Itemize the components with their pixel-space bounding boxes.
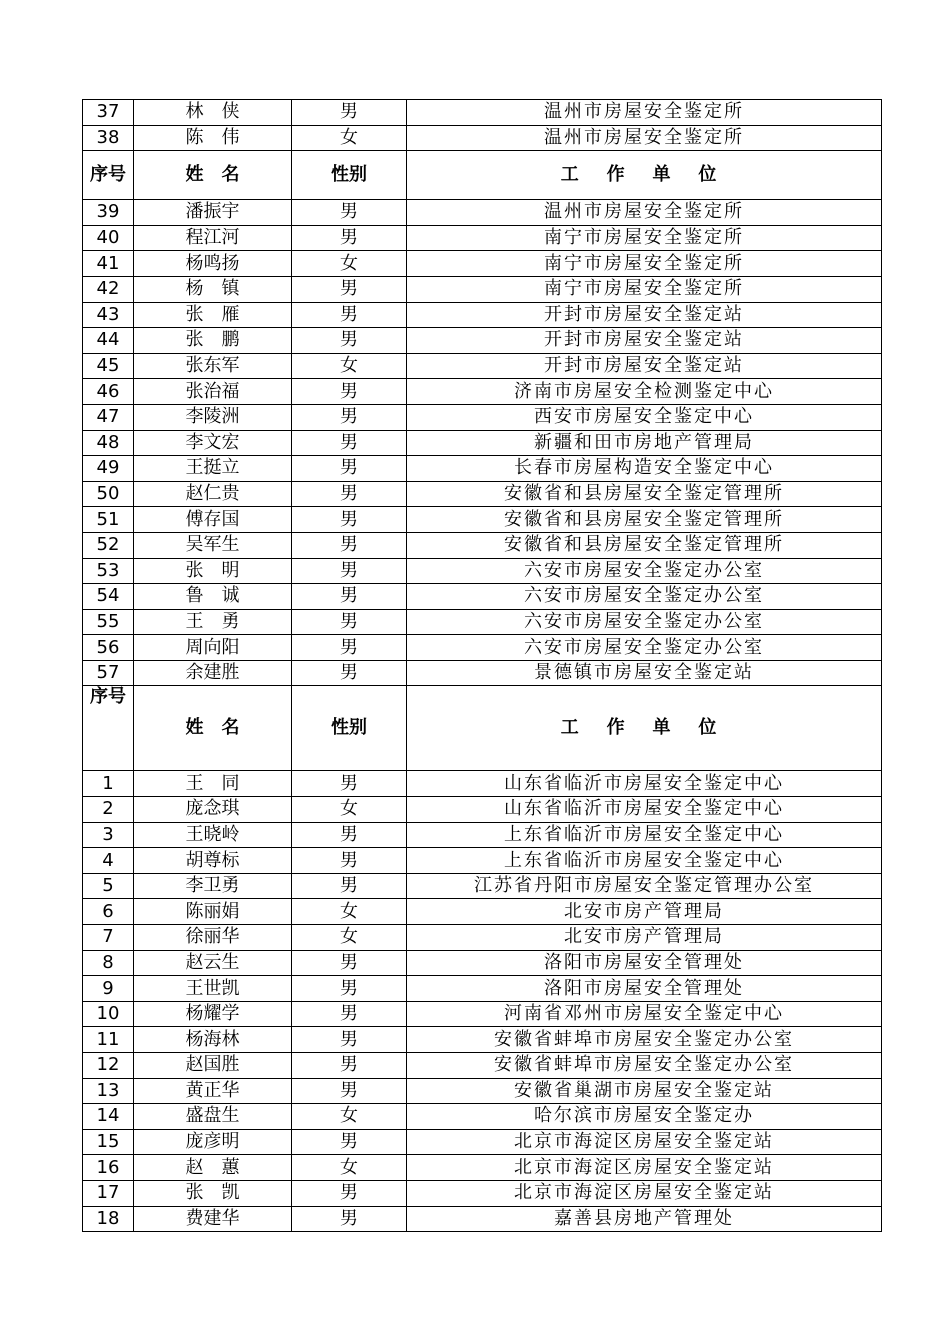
table-row [83, 1129, 882, 1155]
table-row [83, 1078, 882, 1104]
gender-cell: 男 [292, 1001, 407, 1027]
gender-cell: 男 [292, 430, 407, 456]
name-cell: 张治福 [134, 379, 292, 405]
work-unit-cell: 开封市房屋安全鉴定站 [407, 353, 882, 379]
name-cell: 赵国胜 [134, 1053, 292, 1079]
work-unit-cell: 六安市房屋安全鉴定办公室 [407, 609, 882, 635]
name-cell: 张 明 [134, 558, 292, 584]
name-cell: 庞彦明 [134, 1129, 292, 1155]
table-row [83, 1180, 882, 1206]
serial-number-cell: 45 [83, 353, 134, 379]
table-row [83, 507, 882, 533]
work-unit-cell: 南宁市房屋安全鉴定所 [407, 225, 882, 251]
name-cell: 徐丽华 [134, 925, 292, 951]
serial-number-cell: 9 [83, 976, 134, 1002]
personnel-table-body [83, 100, 882, 1232]
name-cell: 杨鸣扬 [134, 251, 292, 277]
table-row [83, 302, 882, 328]
gender-cell: 女 [292, 925, 407, 951]
name-cell: 王晓岭 [134, 822, 292, 848]
name-cell: 杨耀学 [134, 1001, 292, 1027]
gender-cell: 女 [292, 1104, 407, 1130]
serial-number-cell: 7 [83, 925, 134, 951]
table-row [83, 558, 882, 584]
table-row [83, 100, 882, 126]
gender-cell: 男 [292, 609, 407, 635]
gender-cell: 男 [292, 328, 407, 354]
table-row [83, 899, 882, 925]
gender-cell: 男 [292, 276, 407, 302]
name-cell: 李卫勇 [134, 873, 292, 899]
name-cell: 赵云生 [134, 950, 292, 976]
serial-number-cell: 1 [83, 771, 134, 797]
work-unit-cell: 南宁市房屋安全鉴定所 [407, 251, 882, 277]
work-unit-cell: 安徽省蚌埠市房屋安全鉴定办公室 [407, 1027, 882, 1053]
gender-cell: 男 [292, 558, 407, 584]
name-cell: 费建华 [134, 1206, 292, 1232]
serial-number-cell: 40 [83, 225, 134, 251]
table-row [83, 1206, 882, 1232]
work-unit-cell: 景德镇市房屋安全鉴定站 [407, 660, 882, 686]
table-row [83, 276, 882, 302]
name-cell: 林 侠 [134, 100, 292, 126]
gender-cell: 男 [292, 584, 407, 610]
gender-cell: 男 [292, 100, 407, 126]
table-row [83, 873, 882, 899]
table-row [83, 822, 882, 848]
serial-number-cell: 11 [83, 1027, 134, 1053]
gender-cell: 男 [292, 873, 407, 899]
serial-number-cell: 8 [83, 950, 134, 976]
name-cell: 王世凯 [134, 976, 292, 1002]
table-header-row [83, 151, 882, 200]
table-row [83, 328, 882, 354]
gender-cell: 男 [292, 379, 407, 405]
header-work-unit: 工 作 单 位 [407, 686, 882, 771]
gender-cell: 男 [292, 1053, 407, 1079]
name-cell: 庞念琪 [134, 797, 292, 823]
work-unit-cell: 西安市房屋安全鉴定中心 [407, 404, 882, 430]
name-cell: 王 同 [134, 771, 292, 797]
work-unit-cell: 山东省临沂市房屋安全鉴定中心 [407, 771, 882, 797]
header-name: 姓 名 [134, 686, 292, 771]
table-row [83, 200, 882, 226]
work-unit-cell: 温州市房屋安全鉴定所 [407, 100, 882, 126]
name-cell: 张 雁 [134, 302, 292, 328]
serial-number-cell: 10 [83, 1001, 134, 1027]
serial-number-cell: 55 [83, 609, 134, 635]
name-cell: 鲁 诚 [134, 584, 292, 610]
serial-number-cell: 12 [83, 1053, 134, 1079]
serial-number-cell: 18 [83, 1206, 134, 1232]
name-cell: 吴军生 [134, 532, 292, 558]
serial-number-cell: 2 [83, 797, 134, 823]
header-serial-number: 序号 [83, 686, 134, 771]
table-row [83, 848, 882, 874]
serial-number-cell: 56 [83, 635, 134, 661]
name-cell: 张 鹏 [134, 328, 292, 354]
serial-number-cell: 52 [83, 532, 134, 558]
serial-number-cell: 44 [83, 328, 134, 354]
table-row [83, 950, 882, 976]
gender-cell: 女 [292, 125, 407, 151]
work-unit-cell: 北安市房产管理局 [407, 925, 882, 951]
gender-cell: 男 [292, 660, 407, 686]
work-unit-cell: 北京市海淀区房屋安全鉴定站 [407, 1129, 882, 1155]
gender-cell: 男 [292, 1180, 407, 1206]
table-row [83, 225, 882, 251]
name-cell: 胡尊标 [134, 848, 292, 874]
work-unit-cell: 温州市房屋安全鉴定所 [407, 125, 882, 151]
work-unit-cell: 北安市房产管理局 [407, 899, 882, 925]
table-row [83, 1053, 882, 1079]
name-cell: 张东军 [134, 353, 292, 379]
work-unit-cell: 开封市房屋安全鉴定站 [407, 302, 882, 328]
name-cell: 程江河 [134, 225, 292, 251]
name-cell: 陈丽娟 [134, 899, 292, 925]
table-row [83, 660, 882, 686]
gender-cell: 男 [292, 507, 407, 533]
serial-number-cell: 42 [83, 276, 134, 302]
work-unit-cell: 嘉善县房地产管理处 [407, 1206, 882, 1232]
work-unit-cell: 安徽省和县房屋安全鉴定管理所 [407, 481, 882, 507]
serial-number-cell: 48 [83, 430, 134, 456]
gender-cell: 女 [292, 251, 407, 277]
table-row [83, 771, 882, 797]
name-cell: 傅存国 [134, 507, 292, 533]
work-unit-cell: 南宁市房屋安全鉴定所 [407, 276, 882, 302]
table-row [83, 481, 882, 507]
table-row [83, 1104, 882, 1130]
work-unit-cell: 洛阳市房屋安全管理处 [407, 950, 882, 976]
table-row [83, 1001, 882, 1027]
gender-cell: 男 [292, 225, 407, 251]
gender-cell: 女 [292, 353, 407, 379]
serial-number-cell: 15 [83, 1129, 134, 1155]
gender-cell: 男 [292, 200, 407, 226]
work-unit-cell: 洛阳市房屋安全管理处 [407, 976, 882, 1002]
work-unit-cell: 长春市房屋构造安全鉴定中心 [407, 456, 882, 482]
work-unit-cell: 六安市房屋安全鉴定办公室 [407, 635, 882, 661]
serial-number-cell: 53 [83, 558, 134, 584]
serial-number-cell: 47 [83, 404, 134, 430]
table-row [83, 456, 882, 482]
gender-cell: 男 [292, 532, 407, 558]
work-unit-cell: 北京市海淀区房屋安全鉴定站 [407, 1155, 882, 1181]
gender-cell: 男 [292, 848, 407, 874]
table-header-row [83, 686, 882, 771]
name-cell: 王挺立 [134, 456, 292, 482]
gender-cell: 男 [292, 404, 407, 430]
serial-number-cell: 57 [83, 660, 134, 686]
personnel-table [82, 99, 882, 1232]
serial-number-cell: 46 [83, 379, 134, 405]
work-unit-cell: 安徽省和县房屋安全鉴定管理所 [407, 507, 882, 533]
table-row [83, 1027, 882, 1053]
serial-number-cell: 14 [83, 1104, 134, 1130]
table-row [83, 1155, 882, 1181]
serial-number-cell: 5 [83, 873, 134, 899]
table-row [83, 125, 882, 151]
serial-number-cell: 50 [83, 481, 134, 507]
gender-cell: 男 [292, 635, 407, 661]
serial-number-cell: 38 [83, 125, 134, 151]
gender-cell: 男 [292, 1206, 407, 1232]
gender-cell: 男 [292, 771, 407, 797]
serial-number-cell: 37 [83, 100, 134, 126]
work-unit-cell: 安徽省巢湖市房屋安全鉴定站 [407, 1078, 882, 1104]
gender-cell: 女 [292, 1155, 407, 1181]
table-row [83, 584, 882, 610]
serial-number-cell: 17 [83, 1180, 134, 1206]
gender-cell: 男 [292, 1129, 407, 1155]
gender-cell: 男 [292, 1078, 407, 1104]
name-cell: 黄正华 [134, 1078, 292, 1104]
serial-number-cell: 4 [83, 848, 134, 874]
work-unit-cell: 六安市房屋安全鉴定办公室 [407, 584, 882, 610]
table-row [83, 797, 882, 823]
name-cell: 盛盘生 [134, 1104, 292, 1130]
name-cell: 杨海林 [134, 1027, 292, 1053]
name-cell: 周向阳 [134, 635, 292, 661]
work-unit-cell: 北京市海淀区房屋安全鉴定站 [407, 1180, 882, 1206]
gender-cell: 女 [292, 797, 407, 823]
name-cell: 赵仁贵 [134, 481, 292, 507]
name-cell: 王 勇 [134, 609, 292, 635]
work-unit-cell: 安徽省和县房屋安全鉴定管理所 [407, 532, 882, 558]
gender-cell: 男 [292, 456, 407, 482]
serial-number-cell: 6 [83, 899, 134, 925]
work-unit-cell: 江苏省丹阳市房屋安全鉴定管理办公室 [407, 873, 882, 899]
serial-number-cell: 43 [83, 302, 134, 328]
header-work-unit: 工 作 单 位 [407, 151, 882, 200]
gender-cell: 男 [292, 950, 407, 976]
serial-number-cell: 54 [83, 584, 134, 610]
header-name: 姓 名 [134, 151, 292, 200]
table-row [83, 976, 882, 1002]
name-cell: 潘振宇 [134, 200, 292, 226]
work-unit-cell: 六安市房屋安全鉴定办公室 [407, 558, 882, 584]
gender-cell: 男 [292, 1027, 407, 1053]
gender-cell: 男 [292, 481, 407, 507]
name-cell: 余建胜 [134, 660, 292, 686]
table-row [83, 925, 882, 951]
work-unit-cell: 哈尔滨市房屋安全鉴定办 [407, 1104, 882, 1130]
serial-number-cell: 41 [83, 251, 134, 277]
serial-number-cell: 39 [83, 200, 134, 226]
gender-cell: 女 [292, 899, 407, 925]
work-unit-cell: 山东省临沂市房屋安全鉴定中心 [407, 797, 882, 823]
name-cell: 李陵洲 [134, 404, 292, 430]
table-row [83, 430, 882, 456]
serial-number-cell: 51 [83, 507, 134, 533]
work-unit-cell: 新疆和田市房地产管理局 [407, 430, 882, 456]
serial-number-cell: 3 [83, 822, 134, 848]
gender-cell: 男 [292, 976, 407, 1002]
work-unit-cell: 温州市房屋安全鉴定所 [407, 200, 882, 226]
name-cell: 赵 蕙 [134, 1155, 292, 1181]
name-cell: 杨 镇 [134, 276, 292, 302]
name-cell: 张 凯 [134, 1180, 292, 1206]
work-unit-cell: 安徽省蚌埠市房屋安全鉴定办公室 [407, 1053, 882, 1079]
table-row [83, 635, 882, 661]
work-unit-cell: 上东省临沂市房屋安全鉴定中心 [407, 848, 882, 874]
serial-number-cell: 16 [83, 1155, 134, 1181]
serial-number-cell: 49 [83, 456, 134, 482]
serial-number-cell: 13 [83, 1078, 134, 1104]
work-unit-cell: 开封市房屋安全鉴定站 [407, 328, 882, 354]
gender-cell: 男 [292, 302, 407, 328]
table-row [83, 404, 882, 430]
header-gender: 性别 [292, 151, 407, 200]
work-unit-cell: 上东省临沂市房屋安全鉴定中心 [407, 822, 882, 848]
name-cell: 李文宏 [134, 430, 292, 456]
table-row [83, 609, 882, 635]
table-row [83, 353, 882, 379]
work-unit-cell: 济南市房屋安全检测鉴定中心 [407, 379, 882, 405]
table-row [83, 379, 882, 405]
gender-cell: 男 [292, 822, 407, 848]
header-serial-number: 序号 [83, 151, 134, 200]
header-gender: 性别 [292, 686, 407, 771]
table-row [83, 251, 882, 277]
table-row [83, 532, 882, 558]
work-unit-cell: 河南省邓州市房屋安全鉴定中心 [407, 1001, 882, 1027]
name-cell: 陈 伟 [134, 125, 292, 151]
